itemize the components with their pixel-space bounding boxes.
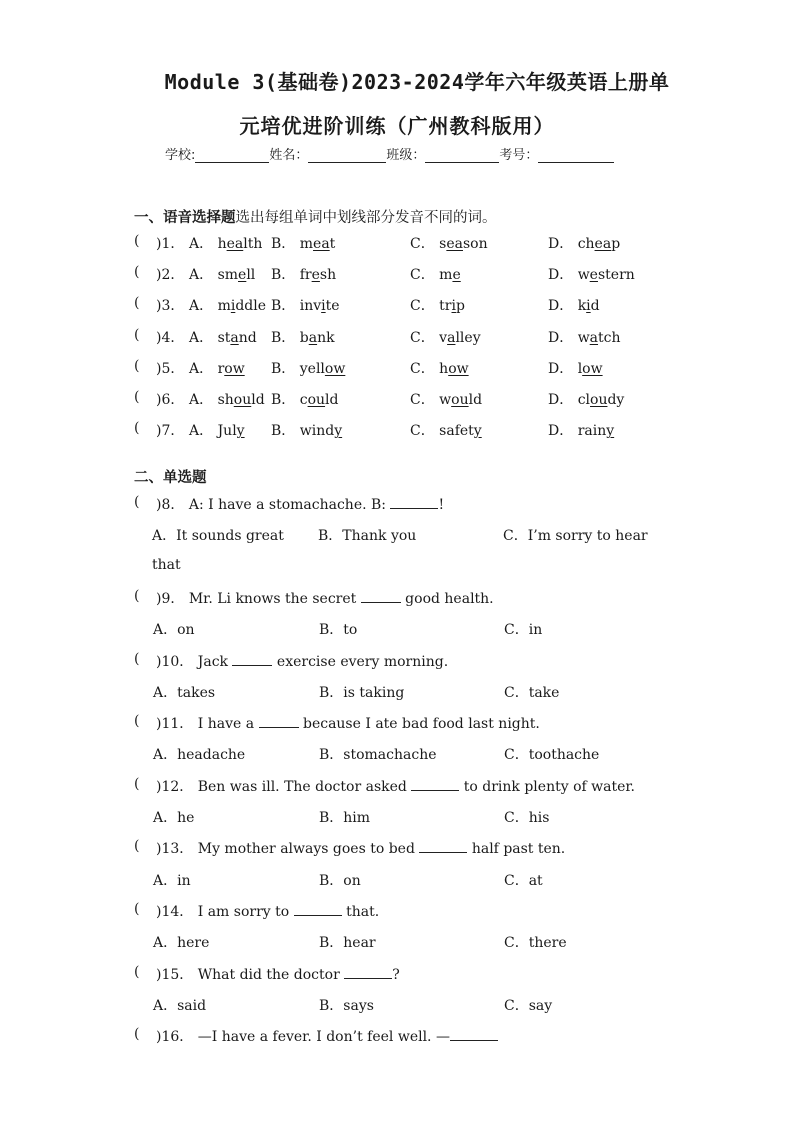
question-number: )13．	[156, 841, 198, 858]
underlined-letters: e	[589, 267, 598, 284]
option-label: D．	[548, 423, 578, 440]
name-label: 姓名：	[269, 148, 309, 163]
word-part: lley	[455, 329, 481, 346]
answer-blank[interactable]	[294, 903, 342, 916]
option-c[interactable]	[410, 389, 482, 409]
underlined-letters: ea	[446, 236, 463, 252]
answer-paren[interactable]: (	[134, 264, 140, 281]
option-a[interactable]	[189, 233, 262, 253]
answer-blank[interactable]	[411, 778, 459, 791]
page-subtitle: 元培优进阶训练（广州教科版用）	[239, 114, 555, 138]
word-part: sm	[217, 267, 239, 284]
word-part: tr	[439, 298, 452, 315]
option-c[interactable]	[410, 295, 465, 315]
word-part: st	[217, 329, 231, 346]
option-label: A．	[189, 360, 218, 377]
option-c[interactable]	[410, 264, 461, 284]
word-part: r	[217, 360, 225, 377]
word-part: ddle	[235, 298, 267, 315]
question-text: Mr. Li knows the secret	[188, 590, 361, 607]
underlined-letters: e	[238, 267, 247, 284]
option-label: B．	[271, 423, 300, 440]
underlined-letters: ow	[224, 360, 245, 377]
option-label: B．	[271, 267, 300, 284]
option-label: D．	[548, 298, 578, 315]
option-label: D．	[548, 236, 578, 252]
underlined-letters: e	[452, 267, 461, 284]
class-label: 班级：	[386, 148, 426, 163]
question-number: )14．	[156, 903, 198, 920]
choice-option[interactable]: B．hear	[319, 935, 376, 952]
question-number: )5．	[156, 360, 185, 377]
choice-option[interactable]: A．here	[153, 935, 210, 952]
question-stem	[156, 776, 635, 796]
option-d[interactable]	[548, 295, 600, 315]
answer-paren[interactable]: (	[134, 1026, 140, 1043]
option-label: C．	[410, 267, 440, 284]
option-label: D．	[548, 360, 578, 377]
question-number: )2．	[156, 267, 185, 284]
answer-paren[interactable]: (	[134, 963, 140, 980]
option-d[interactable]	[548, 389, 624, 409]
option-label: C．	[410, 423, 440, 440]
underlined-letters: i	[586, 298, 591, 315]
word-part: h	[439, 360, 449, 377]
answer-paren[interactable]: (	[134, 326, 140, 343]
question-text: A: I have a stomachache. B:	[188, 497, 391, 513]
word-part: tch	[598, 329, 621, 346]
id-label: 考号：	[499, 148, 539, 163]
choice-option[interactable]: A．It sounds great	[152, 528, 284, 545]
option-c[interactable]	[410, 233, 488, 253]
word-part: ll	[246, 267, 256, 284]
word-part: rain	[577, 423, 607, 440]
option-b[interactable]	[271, 358, 345, 378]
word-part: m	[439, 267, 453, 284]
answer-blank[interactable]	[361, 590, 401, 603]
word-part: nd	[238, 329, 257, 346]
section2-heading	[134, 466, 207, 487]
choice-option[interactable]: C．I’m sorry to hear	[503, 528, 648, 545]
answer-paren[interactable]: (	[134, 775, 140, 792]
word-part: ld	[325, 392, 339, 408]
word-part: wind	[299, 423, 335, 440]
choice-option[interactable]: B．stomachache	[319, 747, 437, 764]
question-text: good health.	[400, 590, 494, 607]
answer-paren[interactable]: (	[134, 650, 140, 667]
question-number: )10．	[156, 653, 198, 670]
question-number: )11．	[156, 716, 198, 733]
question-number: )8．	[156, 497, 189, 513]
answer-blank[interactable]	[390, 496, 438, 509]
underlined-letters: e	[311, 267, 320, 284]
underlined-letters: ou	[307, 392, 326, 408]
choice-option[interactable]: B．is taking	[319, 684, 405, 701]
choice-option[interactable]: A．on	[153, 622, 195, 639]
question-stem	[156, 964, 400, 984]
question-number: )6．	[156, 392, 185, 408]
word-part: p	[455, 298, 465, 315]
question-text: —I have a fever. I don’t feel well. —	[197, 1029, 450, 1046]
word-part: s	[439, 236, 447, 252]
option-label: C．	[410, 329, 440, 346]
class-blank[interactable]	[425, 148, 499, 163]
answer-paren[interactable]: (	[134, 838, 140, 855]
answer-blank[interactable]	[259, 715, 299, 728]
underlined-letters: i	[321, 298, 326, 315]
id-blank[interactable]	[538, 148, 614, 163]
underlined-letters: ow	[324, 360, 346, 377]
underlined-letters: y	[473, 423, 482, 440]
answer-paren[interactable]: (	[134, 357, 140, 374]
question-text: that.	[341, 903, 380, 920]
word-part: dy	[607, 392, 625, 408]
option-b[interactable]	[271, 233, 335, 253]
question-text: I have a	[197, 716, 259, 733]
word-part: lth	[243, 236, 263, 252]
underlined-letters: a	[447, 329, 456, 346]
underlined-letters: a	[308, 329, 318, 346]
section1-heading-bold: 一、语音选择题	[134, 210, 236, 226]
word-part: stern	[597, 267, 635, 284]
word-part: h	[217, 236, 227, 252]
word-part: son	[463, 236, 488, 252]
answer-blank[interactable]	[419, 840, 467, 853]
underlined-letters: y	[606, 423, 615, 440]
question-text: !	[438, 497, 445, 513]
underlined-letters: ou	[590, 392, 608, 408]
word-part: m	[299, 236, 314, 252]
answer-paren[interactable]: (	[134, 420, 140, 437]
option-label: A．	[189, 329, 218, 346]
option-c[interactable]	[410, 327, 481, 347]
choice-option[interactable]: C．there	[504, 935, 567, 952]
option-label: A．	[189, 423, 218, 440]
option-label: A．	[189, 267, 218, 284]
question-stem	[156, 588, 494, 608]
underlined-letters: y	[236, 423, 245, 440]
choice-option[interactable]: B．to	[319, 622, 358, 639]
question-stem	[156, 651, 448, 671]
question-stem	[156, 1026, 498, 1046]
question-number: )16．	[156, 1029, 198, 1046]
underlined-letters: a	[589, 329, 599, 346]
underlined-letters: ow	[448, 360, 469, 377]
question-number: )7．	[156, 423, 185, 440]
question-text: Jack	[197, 653, 233, 670]
option-a[interactable]	[189, 264, 255, 284]
option-d[interactable]	[548, 233, 620, 253]
word-part: ld	[468, 392, 483, 408]
student-info-line	[165, 144, 614, 163]
underlined-letters: ou	[233, 392, 252, 408]
choice-option[interactable]: C．say	[504, 997, 553, 1014]
underlined-letters: ou	[451, 392, 469, 408]
option-label: A．	[189, 236, 218, 252]
option-label: B．	[271, 360, 300, 377]
choice-option[interactable]: C．in	[504, 622, 543, 639]
option-b[interactable]	[271, 389, 339, 409]
answer-paren[interactable]: (	[134, 713, 140, 730]
word-part: m	[217, 298, 231, 315]
option-c[interactable]	[410, 358, 469, 378]
word-part: w	[577, 329, 590, 346]
answer-paren[interactable]: (	[134, 389, 140, 405]
choice-option[interactable]: B．him	[319, 810, 371, 826]
choice-option[interactable]: A．said	[153, 997, 207, 1014]
word-part: w	[439, 392, 452, 408]
section1-heading-text: 选出每组单词中划线部分发音不同的词。	[235, 210, 497, 226]
answer-paren[interactable]: (	[134, 587, 140, 604]
word-part: te	[325, 298, 340, 315]
name-blank[interactable]	[308, 148, 386, 163]
question-stem	[156, 494, 444, 514]
option-a[interactable]	[189, 327, 257, 347]
choice-option[interactable]: A．headache	[153, 747, 246, 764]
question-text: because I ate bad food last night.	[298, 716, 540, 733]
option-label: D．	[548, 392, 578, 408]
question-number: )1．	[156, 236, 185, 252]
section1-heading	[134, 206, 497, 227]
choice-option[interactable]: C．his	[504, 810, 550, 826]
option-label: C．	[410, 392, 440, 408]
question-stem	[156, 901, 379, 921]
question-text: My mother always goes to bed	[197, 841, 420, 858]
question-text: to drink plenty of water.	[459, 778, 635, 795]
underlined-letters: y	[334, 423, 343, 440]
question-text: ?	[392, 966, 400, 983]
question-number: )4．	[156, 329, 185, 346]
option-label: A．	[189, 298, 218, 315]
question-text: Ben was ill. The doctor asked	[197, 778, 412, 795]
option-d[interactable]	[548, 327, 621, 347]
underlined-letters: ea	[226, 236, 244, 252]
word-part: v	[439, 329, 448, 346]
word-part: w	[577, 267, 590, 284]
option-label: D．	[548, 329, 578, 346]
word-part: l	[577, 360, 583, 377]
option-label: C．	[410, 360, 440, 377]
choice-option[interactable]: C．take	[504, 684, 560, 701]
word-part: k	[577, 298, 587, 315]
underlined-letters: a	[230, 329, 239, 346]
option-a[interactable]	[189, 358, 245, 378]
option-a[interactable]	[189, 420, 245, 440]
option-label: D．	[548, 267, 578, 284]
word-part: sh	[319, 267, 337, 284]
word-part: Jul	[217, 423, 237, 440]
word-part: b	[299, 329, 309, 346]
answer-blank[interactable]	[450, 1028, 498, 1041]
option-b[interactable]	[271, 420, 342, 440]
question-number: )12．	[156, 778, 198, 795]
choice-option[interactable]: B．on	[319, 872, 361, 889]
option-d[interactable]	[548, 358, 603, 378]
option-b[interactable]	[271, 327, 335, 347]
answer-paren[interactable]: (	[134, 900, 140, 917]
question-text: half past ten.	[467, 841, 566, 858]
option-d[interactable]	[548, 264, 635, 284]
word-part: t	[329, 236, 336, 252]
answer-blank[interactable]	[232, 653, 272, 666]
underlined-letters: i	[451, 298, 456, 315]
choice-option[interactable]: A．he	[153, 810, 195, 826]
section2-heading-bold: 二、单选题	[134, 470, 207, 486]
option-c[interactable]	[410, 420, 482, 440]
choice-option[interactable]: C．at	[504, 872, 543, 889]
underlined-letters: i	[230, 298, 236, 315]
word-part: ch	[577, 236, 595, 252]
question-number: )9．	[156, 590, 189, 607]
question-text: I am sorry to	[197, 903, 294, 920]
question-stem	[156, 713, 540, 733]
question-stem	[156, 838, 565, 858]
page-title: Module 3(基础卷)2023-2024学年六年级英语上册单	[164, 70, 670, 94]
word-part: c	[299, 392, 308, 408]
choice-option[interactable]: B．Thank you	[318, 528, 417, 545]
question-number: )15．	[156, 966, 198, 983]
answer-paren[interactable]: (	[134, 494, 140, 510]
option-b[interactable]	[271, 295, 340, 315]
question-text: exercise every morning.	[272, 653, 449, 670]
word-part: d	[590, 298, 600, 315]
option-label: C．	[410, 236, 440, 252]
choice-option-wrap: that	[152, 556, 181, 573]
choice-option[interactable]: A．in	[153, 872, 191, 889]
word-part: ld	[251, 392, 265, 408]
choice-option[interactable]: B．says	[319, 997, 374, 1014]
word-part: cl	[577, 392, 591, 408]
answer-blank[interactable]	[344, 966, 392, 979]
option-d[interactable]	[548, 420, 614, 440]
option-label: B．	[271, 392, 300, 408]
question-number: )3．	[156, 298, 185, 315]
underlined-letters: ow	[582, 360, 603, 377]
underlined-letters: ea	[313, 236, 330, 252]
answer-paren[interactable]: (	[134, 233, 140, 249]
word-part: safet	[439, 423, 474, 440]
answer-paren[interactable]: (	[134, 295, 140, 312]
choice-option[interactable]: C．toothache	[504, 747, 600, 764]
question-text: What did the doctor	[197, 966, 345, 983]
option-label: B．	[271, 298, 300, 315]
option-a[interactable]	[189, 295, 266, 315]
word-part: nk	[317, 329, 335, 346]
option-a[interactable]	[189, 389, 265, 409]
word-part: inv	[299, 298, 322, 315]
option-label: A．	[189, 392, 218, 408]
school-label: 学校:	[165, 148, 196, 163]
word-part: sh	[217, 392, 234, 408]
word-part: yell	[299, 360, 325, 377]
word-part: p	[611, 236, 621, 252]
school-blank[interactable]	[195, 148, 269, 163]
option-label: B．	[271, 329, 300, 346]
option-label: C．	[410, 298, 440, 315]
choice-option[interactable]: A．takes	[153, 684, 216, 701]
underlined-letters: ea	[594, 236, 612, 252]
option-label: B．	[271, 236, 300, 252]
option-b[interactable]	[271, 264, 336, 284]
word-part: fr	[299, 267, 312, 284]
